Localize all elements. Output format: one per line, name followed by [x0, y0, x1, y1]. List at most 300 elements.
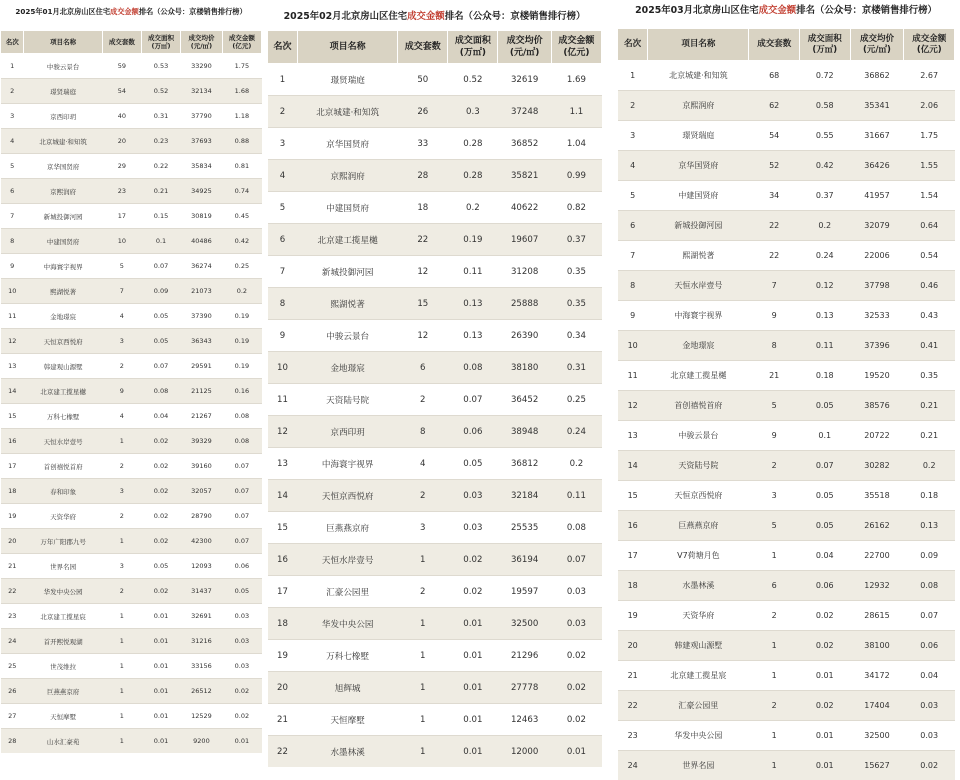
title-suffix: 排名（公众号：京楼销售排行榜） [139, 7, 247, 16]
avg-price-cell: 37693 [181, 129, 223, 154]
column-header: 成交金额 (亿元) [551, 31, 601, 64]
table-row [268, 448, 602, 480]
area-cell: 0.01 [141, 629, 180, 654]
avg-price-cell: 21125 [181, 379, 223, 404]
table-row [268, 672, 602, 704]
amount-cell: 0.41 [904, 331, 955, 361]
column-header: 名次 [1, 31, 24, 54]
area-cell: 0.24 [799, 241, 850, 271]
units-cell: 2 [102, 504, 141, 529]
project-name-cell: 北京城建·和知筑 [24, 129, 102, 154]
units-cell: 62 [749, 91, 800, 121]
rank-cell: 22 [268, 736, 298, 768]
amount-cell: 2.67 [904, 61, 955, 91]
avg-price-cell: 25535 [498, 512, 551, 544]
units-cell: 9 [749, 421, 800, 451]
avg-price-cell: 38100 [850, 631, 904, 661]
avg-price-cell: 26390 [498, 320, 551, 352]
avg-price-cell: 19597 [498, 576, 551, 608]
panel-title [267, 0, 602, 30]
project-name-cell: 中骏云景台 [24, 54, 102, 79]
project-name-cell: 世茂维拉 [24, 654, 102, 679]
area-cell: 0.23 [141, 129, 180, 154]
project-name-cell: 汇豪公园里 [298, 576, 398, 608]
units-cell: 4 [102, 304, 141, 329]
project-name-cell: 中海寰宇视界 [648, 301, 749, 331]
amount-cell: 0.02 [222, 704, 261, 729]
amount-cell: 0.46 [904, 271, 955, 301]
table-row [1, 79, 262, 104]
table-row [1, 229, 262, 254]
area-cell: 0.37 [799, 181, 850, 211]
amount-cell: 0.34 [551, 320, 601, 352]
rank-cell: 14 [618, 451, 648, 481]
title-highlight: 成交金额 [407, 11, 445, 22]
project-name-cell: 世界名园 [648, 751, 749, 780]
amount-cell: 0.88 [222, 129, 261, 154]
amount-cell: 0.09 [904, 541, 955, 571]
area-cell: 0.01 [799, 721, 850, 751]
rank-cell: 9 [268, 320, 298, 352]
project-name-cell: 天恒京西悦府 [648, 481, 749, 511]
project-name-cell: 熙湖悦著 [298, 288, 398, 320]
amount-cell: 1.69 [551, 64, 601, 96]
table-row [618, 181, 955, 211]
avg-price-cell: 36274 [181, 254, 223, 279]
units-cell: 6 [398, 352, 448, 384]
rank-cell: 25 [1, 654, 24, 679]
project-name-cell: 北京建工揽星樾 [298, 224, 398, 256]
project-name-cell: 熙湖悦著 [648, 241, 749, 271]
area-cell: 0.72 [799, 61, 850, 91]
units-cell: 2 [749, 601, 800, 631]
area-cell: 0.13 [448, 288, 498, 320]
rank-cell: 7 [268, 256, 298, 288]
amount-cell: 0.21 [904, 421, 955, 451]
rank-cell: 12 [618, 391, 648, 421]
rank-cell: 5 [618, 181, 648, 211]
rank-cell: 22 [618, 691, 648, 721]
amount-cell: 0.03 [551, 608, 601, 640]
units-cell: 1 [102, 604, 141, 629]
table-row [268, 704, 602, 736]
title-highlight: 成交金额 [110, 7, 139, 16]
units-cell: 1 [398, 672, 448, 704]
project-name-cell: 巨燕燕京府 [24, 679, 102, 704]
rank-cell: 14 [268, 480, 298, 512]
rank-cell: 5 [1, 154, 24, 179]
project-name-cell: 北京建工揽星樾 [648, 361, 749, 391]
amount-cell: 0.02 [904, 751, 955, 780]
units-cell: 2 [102, 454, 141, 479]
amount-cell: 0.02 [551, 640, 601, 672]
table-row [268, 64, 602, 96]
area-cell: 0.31 [141, 104, 180, 129]
table-row [618, 751, 955, 780]
amount-cell: 0.02 [222, 679, 261, 704]
amount-cell: 0.07 [222, 454, 261, 479]
rank-cell: 16 [268, 544, 298, 576]
avg-price-cell: 40486 [181, 229, 223, 254]
table-row [618, 211, 955, 241]
avg-price-cell: 15627 [850, 751, 904, 780]
rank-cell: 2 [1, 79, 24, 104]
avg-price-cell: 21296 [498, 640, 551, 672]
project-name-cell: 中骏云景台 [648, 421, 749, 451]
rank-cell: 12 [1, 329, 24, 354]
amount-cell: 1.75 [904, 121, 955, 151]
avg-price-cell: 12932 [850, 571, 904, 601]
avg-price-cell: 38180 [498, 352, 551, 384]
units-cell: 9 [749, 301, 800, 331]
units-cell: 5 [749, 511, 800, 541]
avg-price-cell: 42300 [181, 529, 223, 554]
avg-price-cell: 39160 [181, 454, 223, 479]
area-cell: 0.21 [141, 179, 180, 204]
table-row [268, 576, 602, 608]
area-cell: 0.09 [141, 279, 180, 304]
avg-price-cell: 40622 [498, 192, 551, 224]
column-header: 名次 [268, 31, 298, 64]
units-cell: 9 [102, 379, 141, 404]
table-row [618, 451, 955, 481]
amount-cell: 0.02 [551, 672, 601, 704]
project-name-cell: 韩建观山源墅 [24, 354, 102, 379]
rank-cell: 17 [268, 576, 298, 608]
table-row [1, 479, 262, 504]
table-row [268, 480, 602, 512]
avg-price-cell: 37798 [850, 271, 904, 301]
avg-price-cell: 32079 [850, 211, 904, 241]
rank-cell: 11 [618, 361, 648, 391]
area-cell: 0.13 [799, 301, 850, 331]
rank-cell: 18 [1, 479, 24, 504]
amount-cell: 0.35 [904, 361, 955, 391]
amount-cell: 0.82 [551, 192, 601, 224]
rank-cell: 6 [1, 179, 24, 204]
area-cell: 0.11 [799, 331, 850, 361]
units-cell: 1 [398, 544, 448, 576]
project-name-cell: 天恒京西悦府 [24, 329, 102, 354]
area-cell: 0.02 [448, 576, 498, 608]
amount-cell: 2.06 [904, 91, 955, 121]
area-cell: 0.01 [141, 654, 180, 679]
rank-cell: 17 [618, 541, 648, 571]
rank-cell: 23 [618, 721, 648, 751]
area-cell: 0.13 [448, 320, 498, 352]
avg-price-cell: 26162 [850, 511, 904, 541]
amount-cell: 1.75 [222, 54, 261, 79]
area-cell: 0.01 [448, 704, 498, 736]
amount-cell: 0.08 [222, 404, 261, 429]
table-row [618, 541, 955, 571]
avg-price-cell: 36812 [498, 448, 551, 480]
avg-price-cell: 31216 [181, 629, 223, 654]
rank-cell: 19 [1, 504, 24, 529]
amount-cell: 0.06 [222, 554, 261, 579]
table-row [1, 404, 262, 429]
table-row [1, 679, 262, 704]
units-cell: 12 [398, 320, 448, 352]
project-name-cell: 韩建观山源墅 [648, 631, 749, 661]
column-header: 成交金额 (亿元) [222, 31, 261, 54]
area-cell: 0.01 [799, 751, 850, 780]
rank-cell: 8 [268, 288, 298, 320]
table-row [268, 416, 602, 448]
rank-cell: 15 [618, 481, 648, 511]
units-cell: 6 [749, 571, 800, 601]
units-cell: 1 [102, 629, 141, 654]
area-cell: 0.03 [448, 480, 498, 512]
area-cell: 0.52 [141, 79, 180, 104]
table-row [1, 154, 262, 179]
units-cell: 1 [749, 631, 800, 661]
table-row [268, 352, 602, 384]
project-name-cell: 京西印玥 [298, 416, 398, 448]
column-header: 成交均价 (元/㎡) [498, 31, 551, 64]
project-name-cell: 北京城建·和知筑 [298, 96, 398, 128]
amount-cell: 0.31 [551, 352, 601, 384]
amount-cell: 0.35 [551, 256, 601, 288]
amount-cell: 0.81 [222, 154, 261, 179]
rank-cell: 16 [1, 429, 24, 454]
rank-cell: 16 [618, 511, 648, 541]
project-name-cell: 新城投御河园 [648, 211, 749, 241]
area-cell: 0.1 [799, 421, 850, 451]
area-cell: 0.2 [799, 211, 850, 241]
avg-price-cell: 32619 [498, 64, 551, 96]
area-cell: 0.01 [448, 736, 498, 768]
units-cell: 3 [102, 329, 141, 354]
units-cell: 3 [102, 479, 141, 504]
avg-price-cell: 27778 [498, 672, 551, 704]
area-cell: 0.02 [141, 454, 180, 479]
table-row [618, 151, 955, 181]
area-cell: 0.3 [448, 96, 498, 128]
rank-cell: 4 [618, 151, 648, 181]
column-header: 项目名称 [24, 31, 102, 54]
rank-cell: 6 [618, 211, 648, 241]
area-cell: 0.01 [141, 679, 180, 704]
units-cell: 1 [102, 704, 141, 729]
table-row [618, 571, 955, 601]
area-cell: 0.42 [799, 151, 850, 181]
table-row [268, 512, 602, 544]
amount-cell: 0.07 [222, 479, 261, 504]
project-name-cell: 天恒水岸壹号 [24, 429, 102, 454]
table-row [1, 604, 262, 629]
units-cell: 2 [102, 579, 141, 604]
amount-cell: 0.24 [551, 416, 601, 448]
avg-price-cell: 17404 [850, 691, 904, 721]
area-cell: 0.53 [141, 54, 180, 79]
table-row [268, 192, 602, 224]
area-cell: 0.04 [141, 404, 180, 429]
amount-cell: 0.03 [904, 691, 955, 721]
project-name-cell: 中建国贤府 [648, 181, 749, 211]
project-name-cell: 万科七橡墅 [298, 640, 398, 672]
project-name-cell: 中建国贤府 [24, 229, 102, 254]
table-row [1, 454, 262, 479]
header-row [618, 29, 955, 61]
rank-cell: 10 [268, 352, 298, 384]
project-name-cell: 华发中央公园 [298, 608, 398, 640]
avg-price-cell: 39329 [181, 429, 223, 454]
rank-cell: 4 [268, 160, 298, 192]
area-cell: 0.05 [799, 391, 850, 421]
title-suffix: 排名（公众号：京楼销售排行榜） [796, 5, 937, 16]
amount-cell: 1.54 [904, 181, 955, 211]
units-cell: 2 [398, 576, 448, 608]
project-name-cell: 北京建工揽星宸 [648, 661, 749, 691]
area-cell: 0.18 [799, 361, 850, 391]
area-cell: 0.07 [448, 384, 498, 416]
amount-cell: 0.07 [222, 504, 261, 529]
amount-cell: 0.04 [904, 661, 955, 691]
project-name-cell: 京华国贤府 [24, 154, 102, 179]
project-name-cell: 水墨林溪 [298, 736, 398, 768]
table-row [268, 736, 602, 768]
amount-cell: 0.43 [904, 301, 955, 331]
rank-cell: 24 [1, 629, 24, 654]
project-name-cell: 天恒摩墅 [298, 704, 398, 736]
column-header: 成交套数 [398, 31, 448, 64]
avg-price-cell: 32533 [850, 301, 904, 331]
table-row [268, 160, 602, 192]
units-cell: 5 [102, 254, 141, 279]
amount-cell: 0.13 [904, 511, 955, 541]
units-cell: 3 [749, 481, 800, 511]
project-name-cell: 中海寰宇视界 [298, 448, 398, 480]
rank-cell: 12 [268, 416, 298, 448]
rank-cell: 20 [1, 529, 24, 554]
table-row [618, 241, 955, 271]
amount-cell: 0.03 [222, 604, 261, 629]
units-cell: 7 [749, 271, 800, 301]
area-cell: 0.08 [141, 379, 180, 404]
project-name-cell: 春和印象 [24, 479, 102, 504]
avg-price-cell: 31667 [850, 121, 904, 151]
avg-price-cell: 37790 [181, 104, 223, 129]
rank-cell: 15 [1, 404, 24, 429]
units-cell: 1 [749, 661, 800, 691]
panel-title [617, 0, 955, 28]
amount-cell: 0.35 [551, 288, 601, 320]
table-row [268, 224, 602, 256]
area-cell: 0.03 [448, 512, 498, 544]
project-name-cell: 中骏云景台 [298, 320, 398, 352]
units-cell: 12 [398, 256, 448, 288]
units-cell: 3 [398, 512, 448, 544]
avg-price-cell: 9200 [181, 729, 223, 754]
project-name-cell: 世界名园 [24, 554, 102, 579]
table-row [268, 320, 602, 352]
project-name-cell: 北京建工揽星樾 [24, 379, 102, 404]
amount-cell: 0.19 [222, 304, 261, 329]
table-row [1, 304, 262, 329]
table-row [618, 721, 955, 751]
units-cell: 29 [102, 154, 141, 179]
units-cell: 2 [749, 691, 800, 721]
avg-price-cell: 22006 [850, 241, 904, 271]
units-cell: 40 [102, 104, 141, 129]
avg-price-cell: 25888 [498, 288, 551, 320]
units-cell: 28 [398, 160, 448, 192]
amount-cell: 0.19 [222, 329, 261, 354]
project-name-cell: 天恒京西悦府 [298, 480, 398, 512]
project-name-cell: 璟贤瑞庭 [648, 121, 749, 151]
title-text: 2025年01月北京房山区住宅 [15, 7, 110, 16]
area-cell: 0.02 [141, 529, 180, 554]
amount-cell: 0.25 [222, 254, 261, 279]
avg-price-cell: 38948 [498, 416, 551, 448]
table-row [1, 129, 262, 154]
amount-cell: 0.99 [551, 160, 601, 192]
avg-price-cell: 33156 [181, 654, 223, 679]
units-cell: 7 [102, 279, 141, 304]
area-cell: 0.01 [141, 704, 180, 729]
column-header: 名次 [618, 29, 648, 61]
rank-cell: 19 [268, 640, 298, 672]
area-cell: 0.28 [448, 128, 498, 160]
title-text: 2025年02月北京房山区住宅 [284, 11, 408, 22]
area-cell: 0.1 [141, 229, 180, 254]
amount-cell: 0.64 [904, 211, 955, 241]
amount-cell: 0.02 [551, 704, 601, 736]
table-row [268, 128, 602, 160]
panel-february [267, 0, 602, 767]
project-name-cell: 京熙润府 [298, 160, 398, 192]
project-name-cell: 首创禧悦首府 [24, 454, 102, 479]
table-row [618, 91, 955, 121]
amount-cell: 0.07 [904, 601, 955, 631]
table-row [268, 544, 602, 576]
amount-cell: 0.08 [551, 512, 601, 544]
amount-cell: 0.07 [222, 529, 261, 554]
avg-price-cell: 12463 [498, 704, 551, 736]
project-name-cell: 新城投御河园 [298, 256, 398, 288]
rank-cell: 1 [268, 64, 298, 96]
area-cell: 0.01 [141, 604, 180, 629]
table-row [618, 301, 955, 331]
table-row [1, 179, 262, 204]
units-cell: 8 [398, 416, 448, 448]
units-cell: 33 [398, 128, 448, 160]
rank-cell: 9 [618, 301, 648, 331]
project-name-cell: 天资华府 [648, 601, 749, 631]
avg-price-cell: 21073 [181, 279, 223, 304]
area-cell: 0.07 [141, 354, 180, 379]
project-name-cell: 首开熙悦观湖 [24, 629, 102, 654]
project-name-cell: 天恒摩墅 [24, 704, 102, 729]
project-name-cell: 万年广阳郡九号 [24, 529, 102, 554]
units-cell: 4 [102, 404, 141, 429]
area-cell: 0.05 [141, 304, 180, 329]
amount-cell: 1.1 [551, 96, 601, 128]
table-row [1, 429, 262, 454]
column-header: 成交均价 (元/㎡) [850, 29, 904, 61]
project-name-cell: V7荷塘月色 [648, 541, 749, 571]
project-name-cell: 汇豪公园里 [648, 691, 749, 721]
table-row [1, 554, 262, 579]
units-cell: 23 [102, 179, 141, 204]
area-cell: 0.02 [141, 504, 180, 529]
rank-cell: 28 [1, 729, 24, 754]
rank-cell: 3 [268, 128, 298, 160]
amount-cell: 0.16 [222, 379, 261, 404]
avg-price-cell: 37390 [181, 304, 223, 329]
avg-price-cell: 36194 [498, 544, 551, 576]
